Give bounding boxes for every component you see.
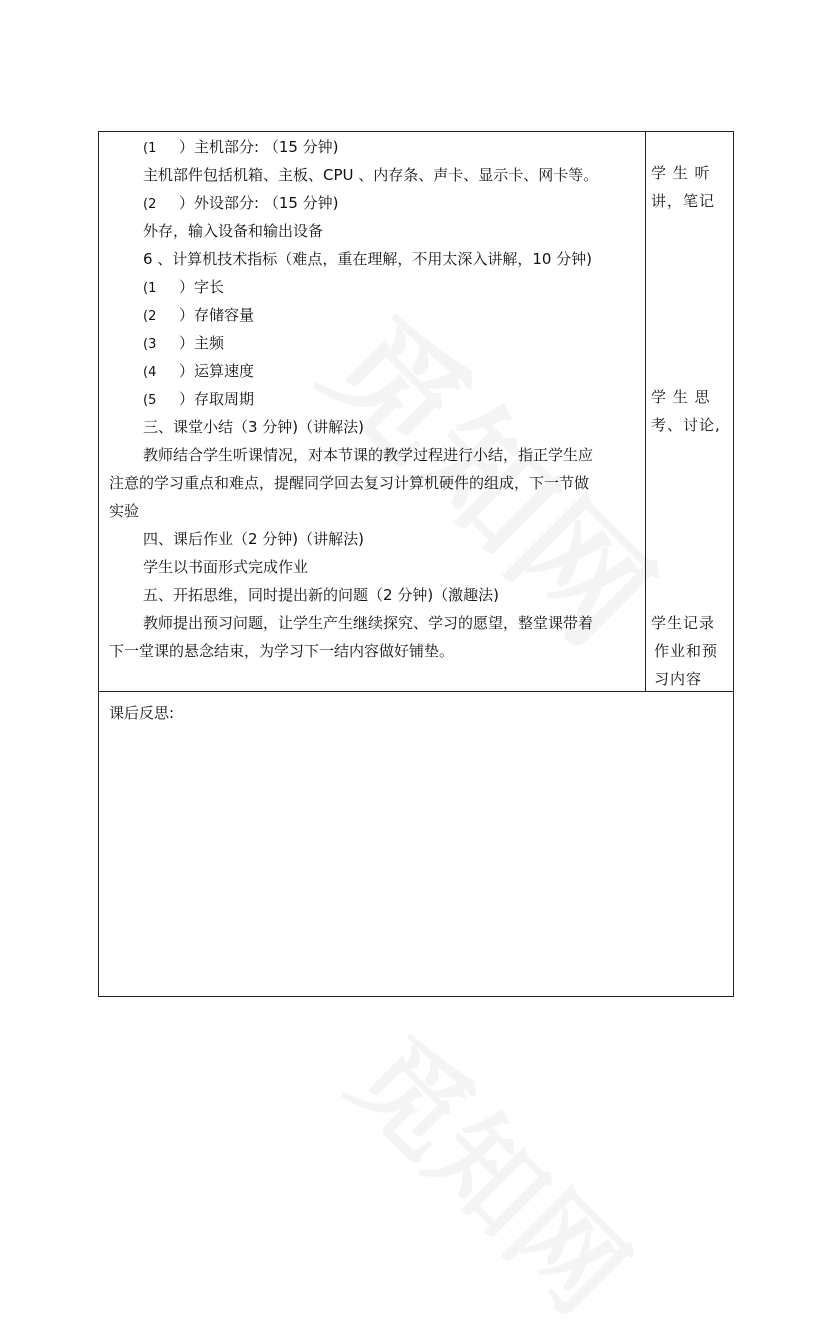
content-line: 下一堂课的悬念结束，为学习下一结内容做好铺垫。 [109, 642, 455, 660]
content-line [143, 193, 339, 215]
line-text: ）外设部分: （15 分钟) [179, 194, 339, 212]
list-number: (5 [143, 393, 157, 408]
activity-line: 学生记录 [651, 614, 716, 632]
lesson-table [98, 131, 734, 997]
content-line: 教师提出预习问题，让学生产生继续探究、学习的愿望，整堂课带着 [143, 614, 594, 632]
lesson-content-row [99, 132, 733, 692]
watermark [322, 996, 667, 1341]
line-text: ）主频 [179, 334, 225, 352]
line-text: ）存储容量 [179, 306, 255, 324]
content-line: 实验 [109, 502, 140, 520]
list-number: (2 [143, 197, 157, 212]
activity-line: 作业和预 [654, 642, 719, 660]
activity-line: 学 生 听 [651, 164, 711, 182]
line-text: ）运算速度 [179, 362, 255, 380]
line-text: ）存取周期 [179, 390, 255, 408]
content-line [143, 389, 254, 411]
list-number: (1 [143, 141, 157, 156]
reflection-label: 课后反思: [109, 704, 175, 722]
content-line: 三、课堂小结（3 分钟)（讲解法) [143, 418, 365, 436]
list-number: (2 [143, 309, 157, 324]
list-number: (1 [143, 281, 157, 296]
activity-line: 讲，笔记 [651, 192, 716, 210]
teaching-content-cell [99, 132, 646, 691]
activity-line: 学 生 思 [651, 388, 711, 406]
content-line [143, 277, 224, 299]
content-line: 学生以书面形式完成作业 [143, 558, 309, 576]
line-text: ）主机部分: （15 分钟) [179, 138, 339, 156]
content-line: 注意的学习重点和难点，提醒同学回去复习计算机硬件的组成，下一节做 [109, 474, 590, 492]
content-line: 外存，输入设备和输出设备 [143, 222, 324, 240]
content-line: 6 、计算机技术指标（难点，重在理解，不用太深入讲解，10 分钟) [143, 250, 593, 268]
activity-line: 考、讨论, [651, 416, 721, 434]
student-activity-cell [646, 132, 733, 691]
content-line: 四、课后作业（2 分钟)（讲解法) [143, 530, 365, 548]
content-line [143, 333, 224, 355]
content-line: 主机部件包括机箱、主板、CPU 、内存条、声卡、显示卡、网卡等。 [143, 166, 599, 184]
list-number: (4 [143, 365, 157, 380]
content-line [143, 137, 339, 159]
content-line [143, 305, 254, 327]
activity-line: 习内容 [654, 670, 703, 688]
list-number: (3 [143, 337, 157, 352]
content-line [143, 361, 254, 383]
content-line: 五、开拓思维，同时提出新的问题（2 分钟)（激趣法) [143, 586, 500, 604]
content-line: 教师结合学生听课情况，对本节课的教学过程进行小结，指正学生应 [143, 446, 594, 464]
line-text: ）字长 [179, 278, 225, 296]
